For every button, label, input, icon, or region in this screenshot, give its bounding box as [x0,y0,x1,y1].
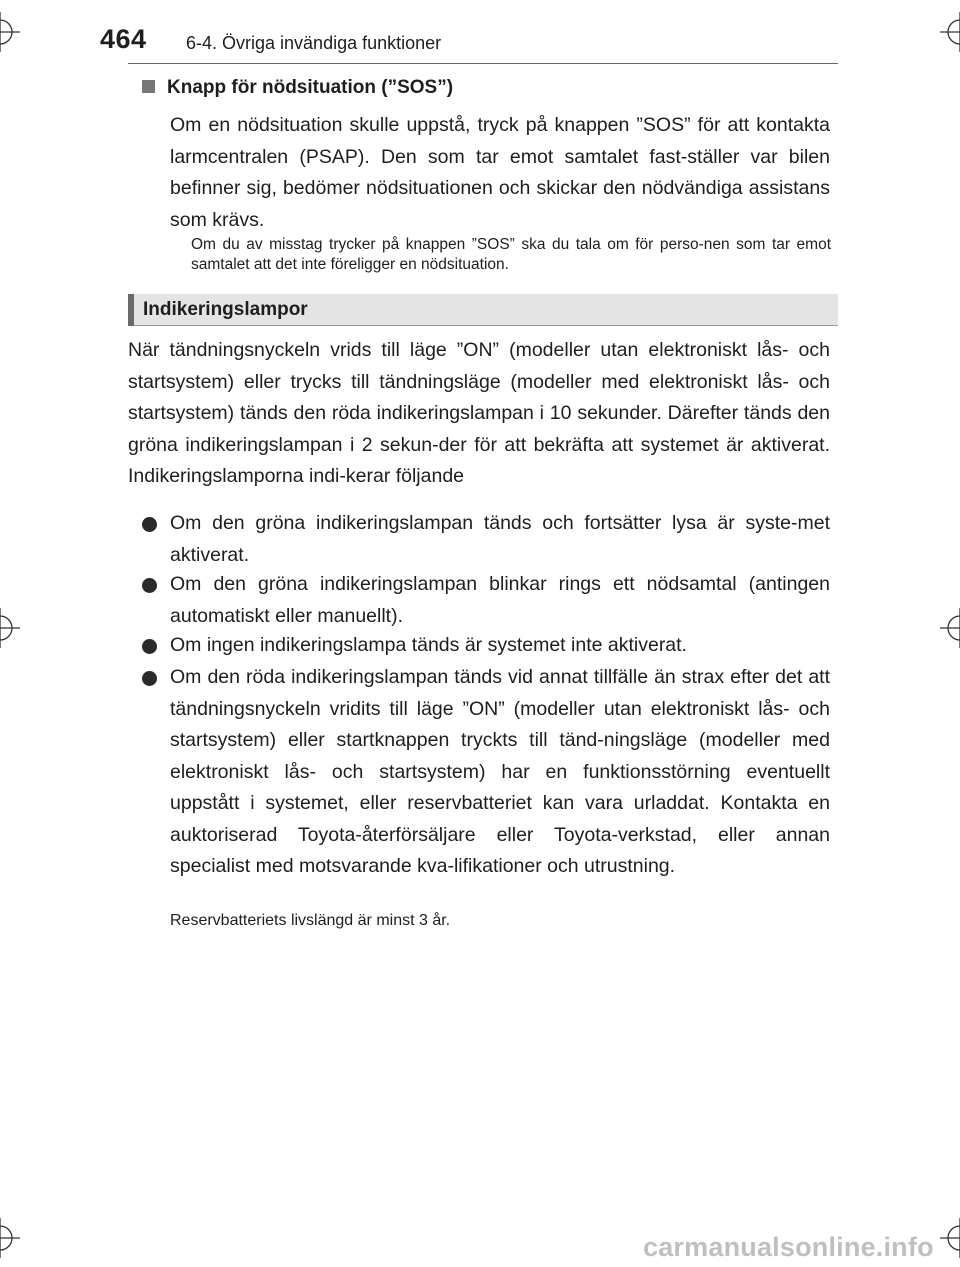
registration-mark-top-right-icon [940,12,960,52]
square-bullet-icon [142,80,155,93]
sos-note-text: Om du av misstag trycker på knappen ”SOS” ska du tala om för perso-nen som tar emot samtalet att det inte föreligger en nödsituation. [191,236,831,273]
registration-mark-top-left-icon [0,12,20,52]
section-heading-bar [128,294,134,326]
battery-note-text: Reservbatteriets livslängd är minst 3 år. [170,912,451,929]
filled-circle-bullet-icon [142,578,157,593]
filled-circle-bullet-icon [142,517,157,532]
sos-subheading [142,76,453,100]
registration-mark-middle-right-icon [940,608,960,648]
header-divider [128,63,838,64]
list-item-text: Om den gröna indikeringslampan blinkar rings ett nödsamtal (antingen automatiskt eller manuellt). [170,573,830,627]
section-heading [128,294,838,326]
filled-circle-bullet-icon [142,671,157,686]
sos-subheading-text: Knapp för nödsituation (”SOS”) [167,77,454,98]
filled-circle-bullet-icon [142,639,157,654]
registration-mark-bottom-right-icon [940,1218,960,1258]
lamps-intro-text: När tändningsnyckeln vrids till läge ”ON” (modeller utan elektroniskt lås- och startsystem) eller trycks till tändningsläge (modeller med elektroniskt lås- och startsystem) tänds den röda indikeringslampan i 10 sekunder. Därefter tänds den gröna indikeringslampan i 2 sekun-der för att bekräfta att systemet är aktiverat. Indikeringslamporna indi-kerar följande [128,339,830,487]
sos-body-text: Om en nödsituation skulle uppstå, tryck på knappen ”SOS” för att kontakta larmcentralen (PSAP). Den som tar emot samtalet fast-ställer var bilen befinner sig, bedömer nödsituationen och skickar den nödvändiga assistans som krävs. [170,114,830,231]
chapter-title: 6-4. Övriga invändiga funktioner [186,33,442,53]
list-item-text: Om den gröna indikeringslampan tänds och fortsätter lysa är syste-met aktiverat. [170,512,830,566]
section-heading-label: Indikeringslampor [143,299,308,320]
list-item-text: Om ingen indikeringslampa tänds är systemet inte aktiverat. [170,634,687,656]
page-number: 464 [100,24,147,54]
registration-mark-middle-left-icon [0,608,20,648]
list-item-text: Om den röda indikeringslampan tänds vid annat tillfälle än strax efter det att tändningsnyckeln vridits till läge ”ON” (modeller utan elektroniskt lås- och startsystem) eller startknappen tryckts till tänd-ningsläge (modeller med elektroniskt lås- och startsystem) har en funktionsstörning eventuellt uppstått i systemet, eller reservbatteriet kan vara urladdat. Kontakta en auktoriserad Toyota-återförsäljare eller Toyota-verkstad, eller annan specialist med motsvarande kva-lifikationer och utrustning. [170,666,830,877]
registration-mark-bottom-left-icon [0,1218,20,1258]
watermark-link[interactable]: carmanualsonline.info [643,1232,934,1262]
